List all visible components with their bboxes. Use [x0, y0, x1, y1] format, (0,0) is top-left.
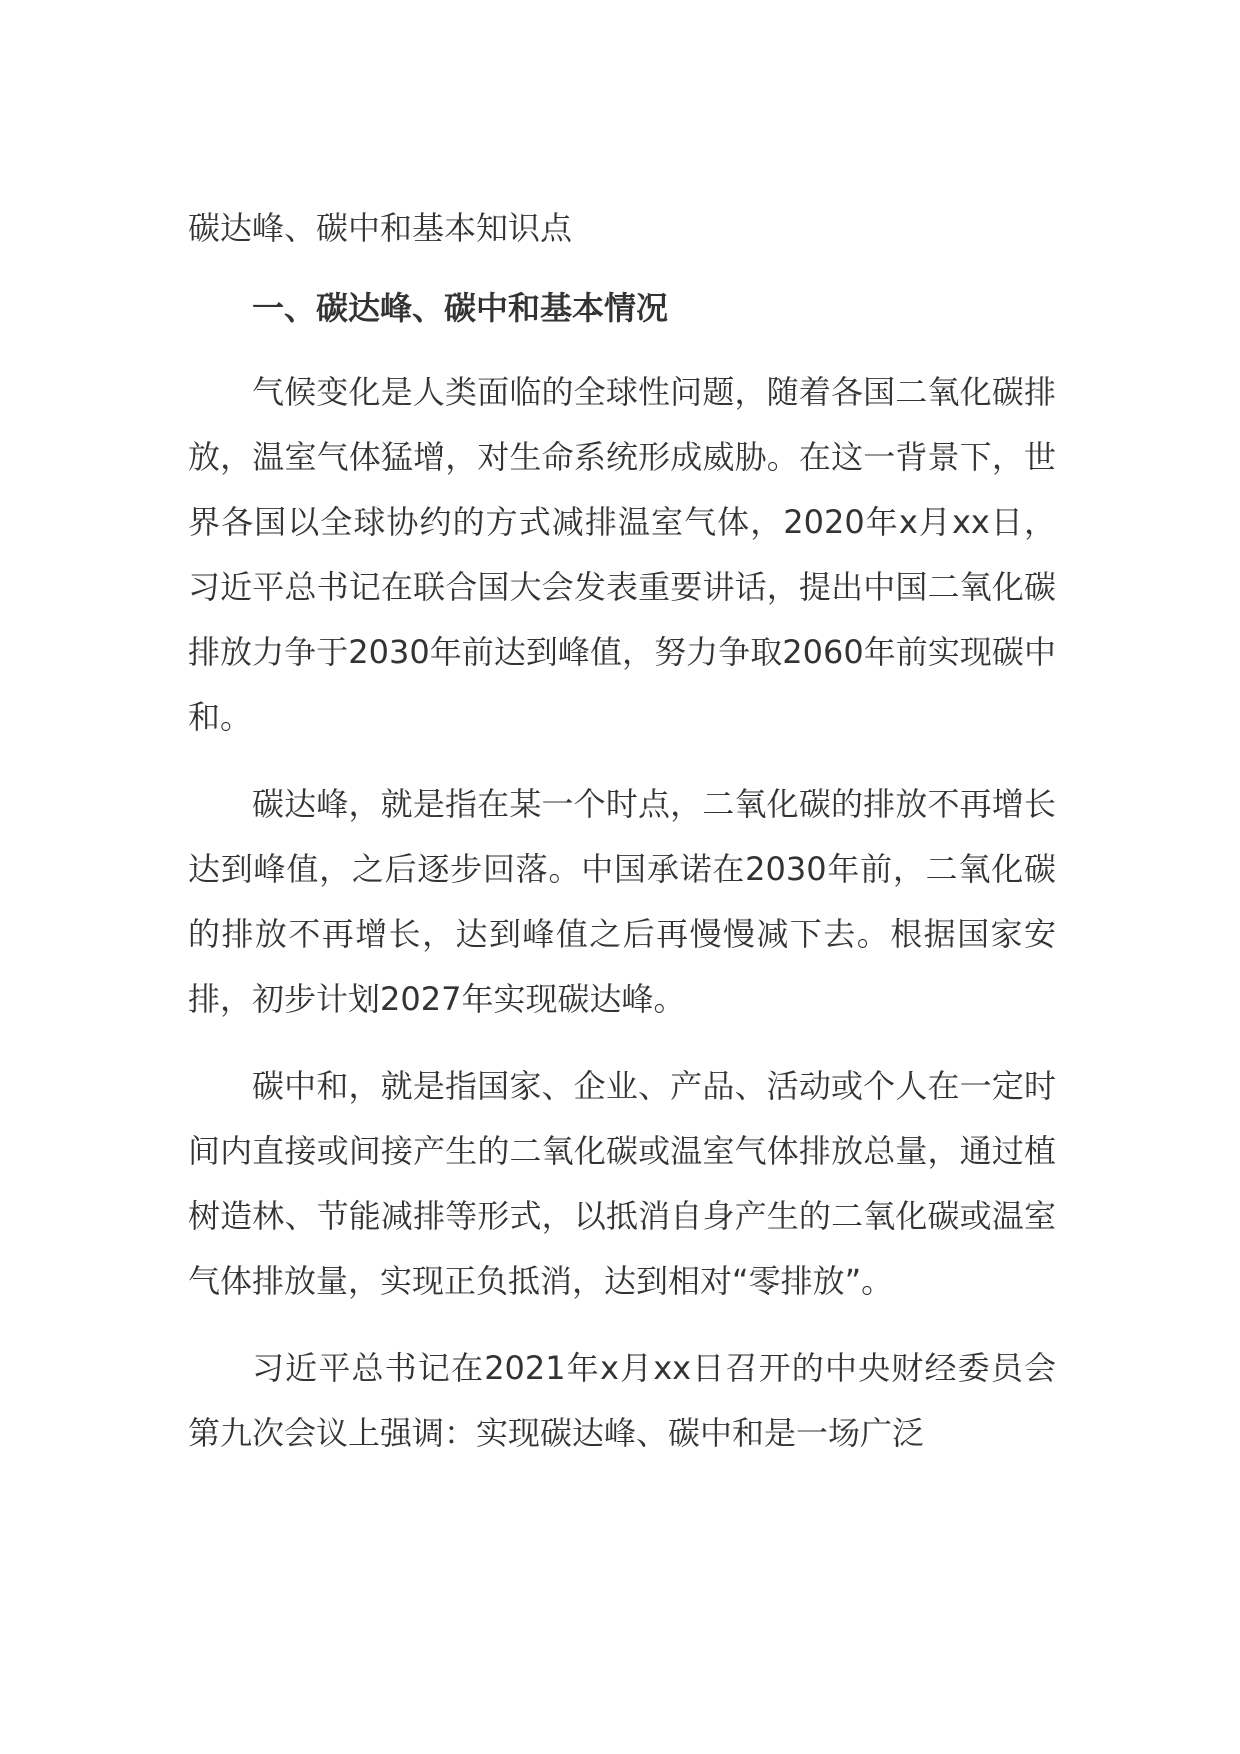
paragraph-carbon-peak: 碳达峰，就是指在某一个时点，二氧化碳的排放不再增长达到峰值，之后逐步回落。中国承诺在2030年前，二氧化碳的排放不再增长，达到峰值之后再慢慢减下去。根据国家安排，初步计划2027年实现碳达峰。: [188, 785, 1056, 1018]
document-page: [188, 198, 1056, 1466]
document-title: 碳达峰、碳中和基本知识点: [188, 209, 573, 247]
paragraph-climate-change: 气候变化是人类面临的全球性问题，随着各国二氧化碳排放，温室气体猛增，对生命系统形成威胁。在这一背景下，世界各国以全球协约的方式减排温室气体，2020年x月xx日，习近平总书记在联合国大会发表重要讲话，提出中国二氧化碳排放力争于2030年前达到峰值，努力争取2060年前实现碳中和。: [188, 373, 1056, 736]
paragraph-central-finance-meeting: 习近平总书记在2021年x月xx日召开的中央财经委员会第九次会议上强调：实现碳达峰、碳中和是一场广泛: [188, 1349, 1056, 1452]
paragraph-carbon-neutrality: 碳中和，就是指国家、企业、产品、活动或个人在一定时间内直接或间接产生的二氧化碳或温室气体排放总量，通过植树造林、节能减排等形式，以抵消自身产生的二氧化碳或温室气体排放量，实现正负抵消，达到相对“零排放”。: [188, 1067, 1056, 1300]
section-heading: 一、碳达峰、碳中和基本情况: [252, 289, 669, 327]
